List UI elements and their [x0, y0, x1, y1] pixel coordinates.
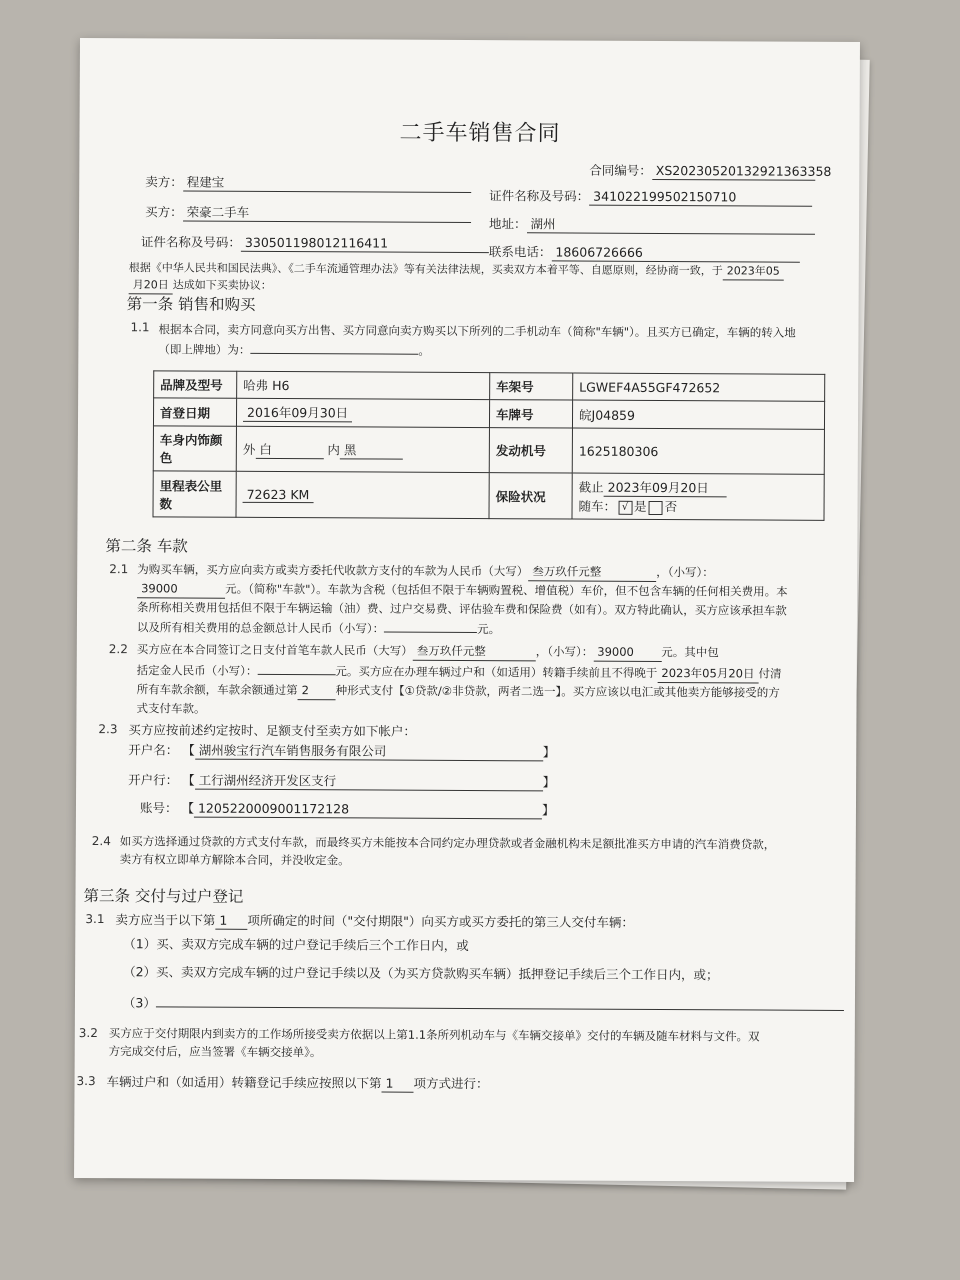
seller-value: 程建宝 — [183, 174, 471, 193]
clause-2-4 — [120, 832, 776, 871]
clause-2-2-text-a: 买方应在本合同签订之日支付首笔车款人民币（大写） — [136, 642, 413, 658]
vehicle-info-table — [152, 370, 825, 521]
option-3-field — [156, 992, 844, 1011]
no-label: 否 — [664, 499, 678, 515]
brand-label: 品牌及型号 — [154, 371, 237, 398]
bracket-close: 】 — [542, 774, 556, 790]
clause-3-2 — [109, 1024, 760, 1063]
clause-1-1-text-c: 。 — [418, 343, 430, 358]
vin-label: 车架号 — [490, 373, 573, 400]
engine-label: 发动机号 — [489, 428, 572, 473]
insurance-label: 保险状况 — [489, 473, 572, 519]
plate-label: 车牌号 — [489, 400, 572, 428]
reg-date-value: 2016年09月30日 — [243, 403, 352, 423]
clause-2-2-text-i: 式支付车款。 — [136, 701, 206, 716]
outer-label: 外 — [242, 441, 256, 457]
buyer-row — [145, 204, 471, 223]
clause-2-3-num: 2.3 — [98, 722, 118, 737]
clause-2-2-text-d: 括定金人民币（小写）： — [136, 663, 258, 678]
contract-no-row — [589, 162, 832, 181]
clause-3-1 — [115, 912, 634, 932]
preamble-date: 2023年05 — [723, 263, 784, 280]
clause-2-2-text-c: 元。其中包 — [661, 645, 719, 660]
account-name-value: 湖州骏宝行汽车销售服务有限公司 — [195, 743, 543, 762]
seller-id-row — [489, 188, 812, 207]
clause-3-1-num: 3.1 — [85, 911, 105, 927]
bracket-close: 】 — [541, 802, 555, 818]
deposit-field — [257, 660, 335, 675]
mileage-cell — [236, 471, 489, 518]
account-no-value: 1205220009001172128 — [194, 801, 542, 820]
contract-no-label: 合同编号： — [589, 162, 652, 178]
article-3-title: 第三条 交付与过户登记 — [83, 886, 244, 906]
option-3-label: （3） — [122, 995, 156, 1011]
contract-no-value: XS20230520132921363358 — [652, 163, 815, 181]
article-2-title: 第二条 车款 — [105, 537, 188, 556]
with-car-label: 随车： — [578, 498, 617, 514]
clause-2-4-text-a: 如买方选择通过贷款的方式支付车款，而最终买方未能按本合同约定办理贷款或者金融机构未足额批准买方申请的汽车消费贷款， — [119, 834, 776, 852]
seller-label: 卖方： — [145, 174, 183, 190]
clause-3-3-num: 3.3 — [76, 1073, 96, 1089]
bracket-open: 【 — [182, 772, 195, 788]
clause-3-2-num: 3.2 — [78, 1025, 98, 1041]
clause-2-1-text-f: 元。 — [477, 622, 501, 637]
clause-3-3-text-a: 车辆过户和（如适用）转籍登记手续应按照以下第 — [106, 1074, 382, 1091]
clause-2-1 — [137, 560, 837, 640]
mileage-value: 72623 KM — [243, 486, 314, 502]
destination-field — [250, 339, 418, 355]
address-label: 地址： — [488, 216, 527, 232]
clause-2-4-num: 2.4 — [91, 834, 111, 849]
balance-deadline: 2023年05月20日 — [657, 664, 758, 684]
clause-2-1-num: 2.1 — [109, 562, 129, 577]
phone-row — [489, 244, 800, 263]
clause-2-1-text-e: 以及所有相关费用的总金额总计人民币（小写）： — [136, 620, 385, 636]
phone-value: 18606726666 — [551, 244, 799, 262]
preamble-text: 根据《中华人民共和国民法典》、《二手车流通管理办法》等有关法律法规，买卖双方本着平等、自愿原则，经协商一致，于 — [128, 261, 723, 278]
vin-value: LGWEF4A55GF472652 — [573, 373, 825, 401]
buyer-label: 买方： — [145, 204, 183, 220]
clause-2-2-text-e: 元。买方应在办理车辆过户和（如适用）转籍手续前且不得晚于 — [335, 664, 658, 680]
clause-3-2-text-b: 方完成交付后，应当签署《车辆交接单》。 — [108, 1044, 322, 1060]
buyer-id-value: 330501198012116411 — [241, 235, 489, 253]
clause-3-1-text-a: 卖方应当于以下第 — [115, 912, 216, 928]
seller-id-label: 证件名称及号码： — [489, 188, 590, 204]
bracket-open: 【 — [182, 742, 195, 758]
preamble-date-2: 月20日 — [129, 277, 173, 294]
clause-3-3-text-b: 项方式进行： — [413, 1075, 489, 1092]
clause-3-2-text-a: 买方应于交付期限内到卖方的工作场所接受卖方依据以上第1.1条所列机动车与《车辆交接单》交付的车辆及随车材料与文件。双 — [108, 1026, 760, 1044]
price-lower: 39000 — [137, 579, 225, 598]
brand-value: 哈弗 H6 — [237, 371, 490, 399]
clause-2-2-text-f: 付清 — [758, 666, 782, 681]
account-bank-row — [128, 772, 555, 791]
buyer-id-row — [141, 234, 489, 253]
yes-checkbox: √ — [618, 500, 632, 514]
transfer-way: 1 — [382, 1076, 414, 1093]
account-no-row — [140, 800, 555, 819]
table-row — [153, 398, 824, 430]
yes-label: 是 — [634, 498, 647, 514]
clause-2-1-text-d: 条所称相关费用包括但不限于车辆运输（油）费、过户交易费、评估验车费和保险费（如有）。双方特此确认，买方应该承担车款 — [136, 600, 787, 618]
clause-3-1-option-2: （2）买、卖双方完成车辆的过户登记手续以及（为买方贷款购买车辆）抵押登记手续后三个工作日内，或； — [123, 964, 719, 983]
bracket-close: 】 — [542, 744, 556, 760]
inner-label: 内 — [327, 441, 340, 457]
seller-id-value: 341022199502150710 — [589, 189, 812, 207]
clause-1-1-text-b: （即上牌地）为： — [158, 342, 251, 357]
no-checkbox — [649, 500, 663, 514]
account-bank-value: 工行湖州经济开发区支行 — [195, 773, 543, 792]
clause-2-2-text-h: 种形式支付【①贷款/②非贷款，两者二选一】。买方应该以电汇或其他卖方能够接受的方 — [335, 683, 780, 700]
clause-2-1-text-b: ，（小写）： — [656, 564, 714, 580]
phone-label: 联系电话： — [488, 244, 552, 260]
first-payment-upper: 叁万玖仟元整 — [413, 642, 536, 662]
clause-3-1-option-3 — [123, 992, 844, 1015]
table-row — [153, 471, 824, 521]
clause-2-2-num: 2.2 — [108, 642, 128, 657]
contract-page — [74, 38, 860, 1182]
address-row — [489, 216, 815, 235]
reg-date-cell — [236, 398, 489, 427]
address-value: 湖州 — [527, 216, 815, 235]
document-title: 二手车销售合同 — [399, 120, 561, 147]
bracket-open: 【 — [181, 800, 195, 816]
reg-date-label: 首登日期 — [153, 398, 236, 426]
clause-2-2-text-b: ，（小写）： — [535, 644, 594, 659]
insurance-until-label: 截止 — [578, 479, 604, 495]
clause-2-3-text: 买方应按前述约定按时、足额支付至卖方如下帐户： — [128, 722, 416, 739]
clause-1-1 — [158, 320, 796, 361]
account-name-row — [128, 742, 555, 761]
seller-row — [145, 174, 471, 193]
inner-value: 黑 — [340, 440, 403, 459]
account-name-label: 开户名： — [128, 742, 179, 758]
mileage-label: 里程表公里数 — [153, 471, 236, 517]
plate-value: 皖J04859 — [572, 400, 824, 429]
total-amount-field — [384, 618, 477, 633]
table-row — [153, 426, 824, 475]
clause-2-1-text-c: 元。（简称"车款"）。车款为含税（包括但不限于车辆购置税、增值税）车价，但不包含车辆的任何相关费用。本 — [225, 581, 788, 599]
price-upper: 叁万玖仟元整 — [528, 562, 656, 582]
preamble-text-2: 达成如下买卖协议： — [172, 278, 272, 292]
payment-way: 2 — [298, 681, 336, 700]
engine-value: 1625180306 — [572, 428, 824, 474]
clause-2-1-text-a: 为购买车辆，买方应向卖方或卖方委托代收款方支付的车款为人民币（大写） — [137, 562, 529, 579]
clause-1-1-text: 根据本合同，卖方同意向买方出售、买方同意向卖方购买以下所列的二手机动车（简称"车辆"）。且买方已确定，车辆的转入地 — [158, 322, 796, 340]
clause-2-2 — [136, 640, 836, 721]
buyer-id-label: 证件名称及号码： — [140, 234, 241, 250]
color-cell — [236, 426, 489, 472]
clause-3-1-option-1: （1）买、卖双方完成车辆的过户登记手续后三个工作日内，或 — [123, 936, 469, 954]
insurance-cell — [572, 473, 824, 520]
account-no-label: 账号： — [139, 800, 178, 816]
table-row — [154, 371, 825, 402]
article-1-title: 第一条 销售和购买 — [126, 295, 256, 314]
clause-3-3 — [106, 1074, 488, 1093]
buyer-value: 荣豪二手车 — [183, 204, 471, 223]
clause-2-4-text-b: 卖方有权立即单方解除本合同，并没收定金。 — [119, 852, 350, 868]
account-bank-label: 开户行： — [128, 772, 179, 788]
clause-2-2-text-g: 所有车款余额，车款余额通过第 — [136, 682, 298, 698]
clause-3-1-text-b: 项所确定的时间（"交付期限"）向买方或买方委托的第三人交付车辆： — [247, 912, 634, 930]
insurance-until-value: 2023年09月20日 — [604, 478, 727, 498]
color-label: 车身内饰颜色 — [153, 426, 236, 471]
outer-value: 白 — [255, 439, 323, 458]
first-payment-lower: 39000 — [593, 643, 661, 662]
clause-1-1-num: 1.1 — [130, 320, 150, 335]
delivery-way: 1 — [215, 913, 247, 930]
